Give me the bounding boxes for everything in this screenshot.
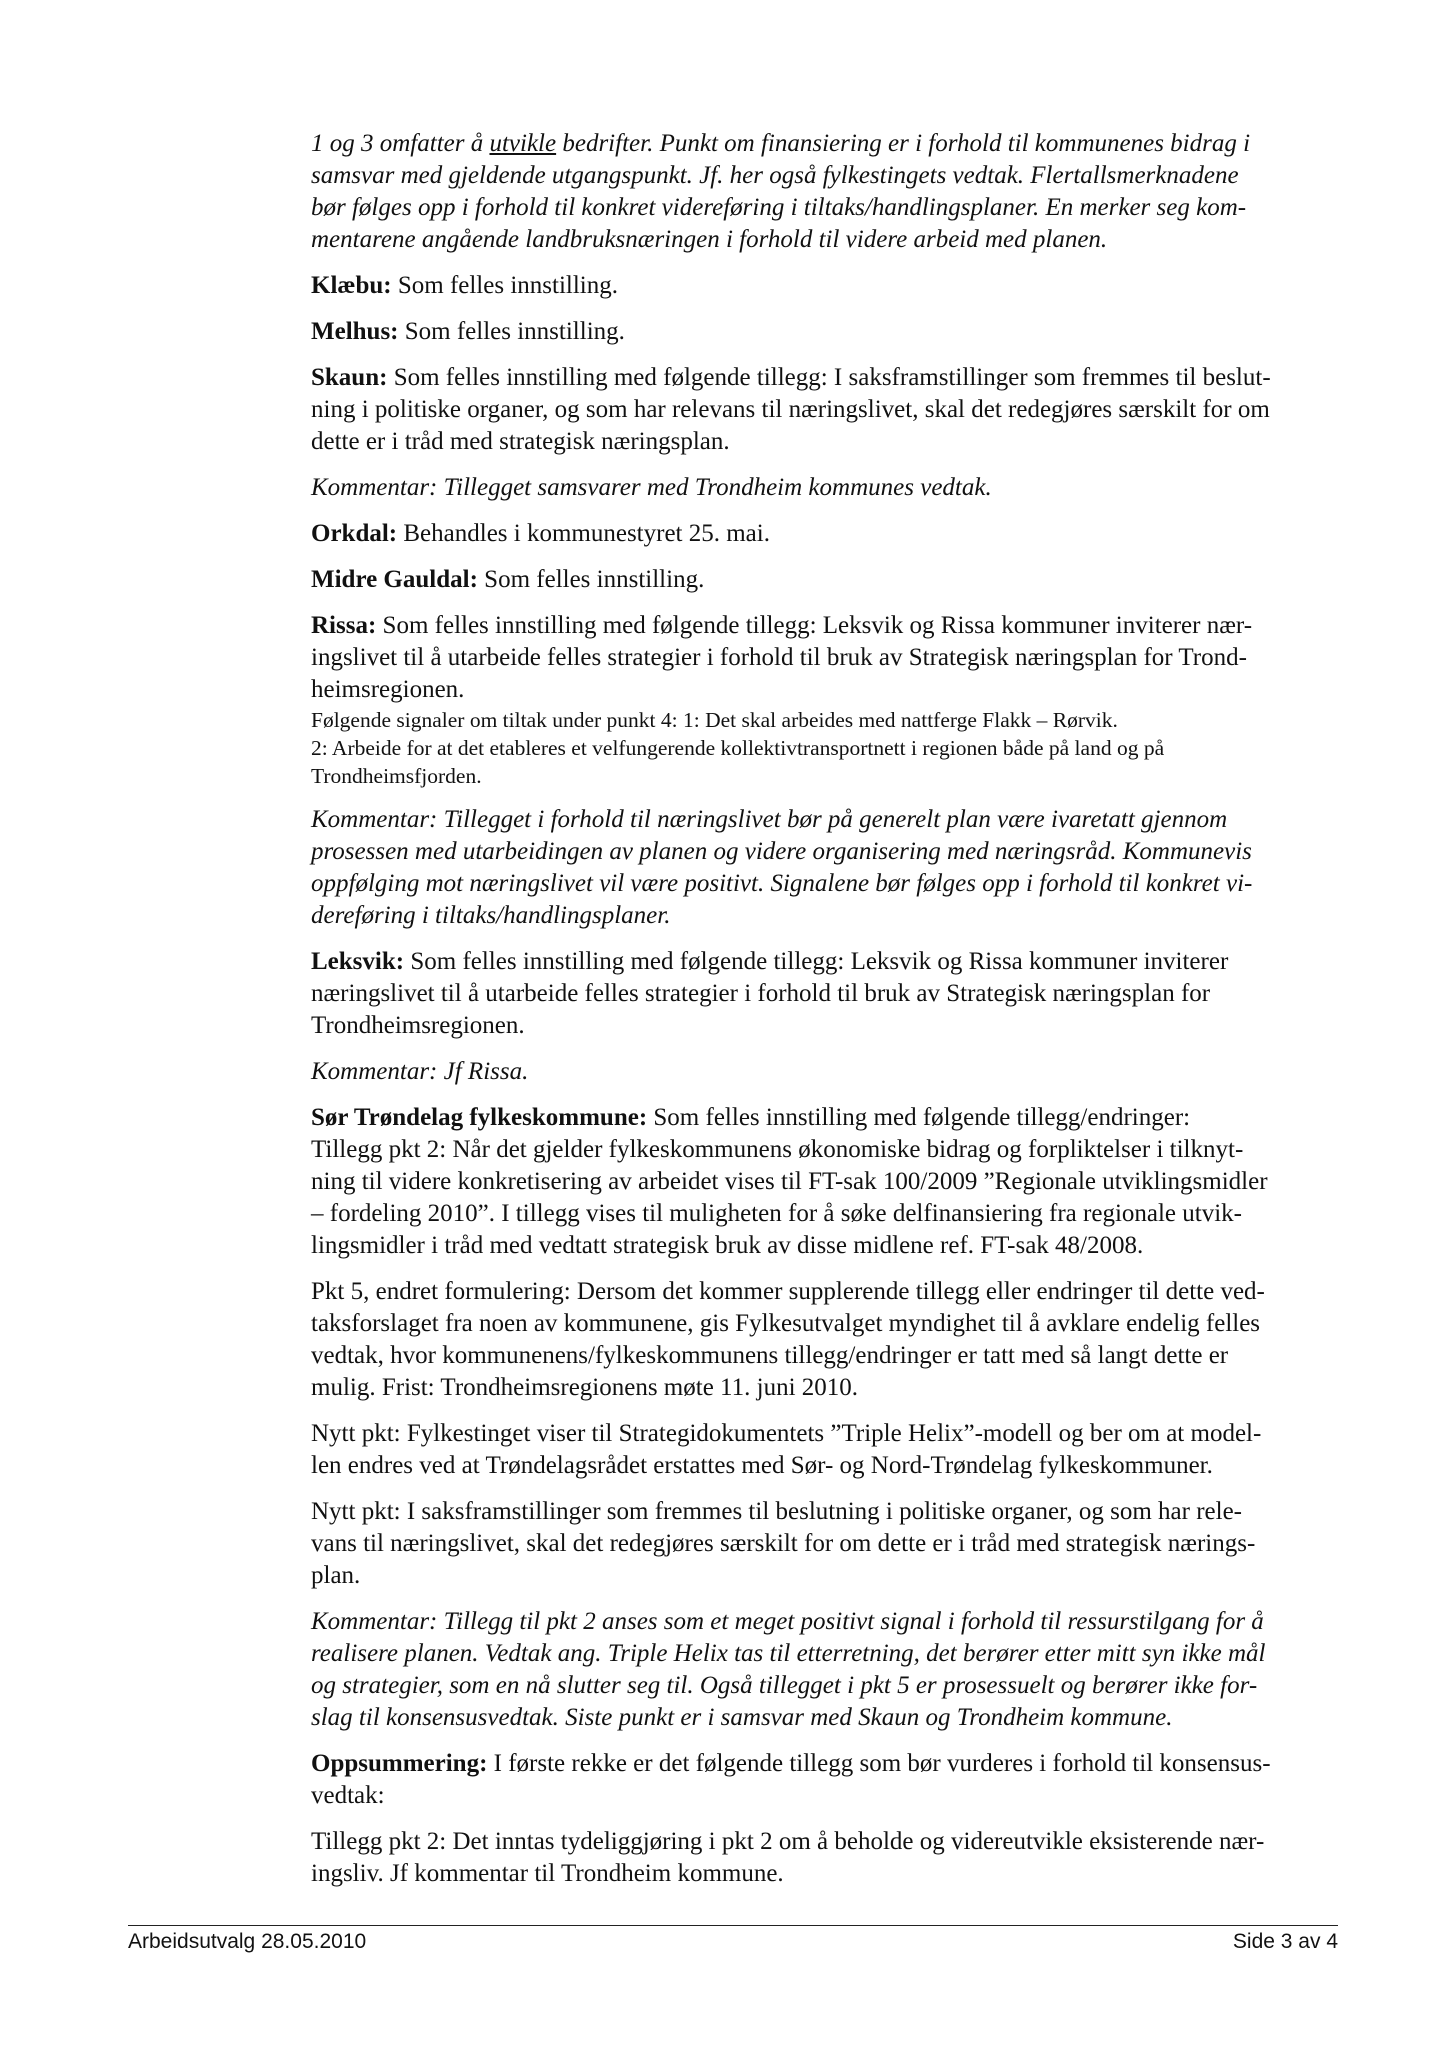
orkdal-paragraph: Orkdal: Behandles i kommunestyret 25. mai. [311,520,770,547]
footer-page-number: Side 3 av 4 [1232,1930,1338,1953]
document-body [311,128,1331,1890]
footer-meeting-date: Arbeidsutvalg 28.05.2010 [128,1930,367,1953]
klaebu-paragraph: Klæbu: Som felles innstilling. [311,272,618,299]
fylkeskommune-paragraph: Sør Trøndelag fylkeskommune: Som felles innstilling med følgende tillegg/endringer: Tillegg pkt 2: Når det gjelder fylkeskommunens økonomiske bidrag og forpliktelser i tilknyt- ning til videre konkretisering av arbeidet vises til FT-sak 100/2009 ”Regionale utviklingsmidler – fordeling 2010”. I tillegg vises til muligheten for å søke delfinansiering fra regionale utvik- lingsmidler i tråd med vedtatt strategisk bruk av disse midlene ref. FT-sak 48/2008. [311,1104,1268,1259]
skaun-paragraph: Skaun: Som felles innstilling med følgende tillegg: I saksframstillinger som fremmes til beslut- ning i politiske organer, og som har relevans til næringslivet, skal det redegjøres særskilt for om dette er i tråd med strategisk næringsplan. [311,364,1271,455]
page-footer [128,1925,1338,1955]
leksvik-paragraph: Leksvik: Som felles innstilling med følgende tillegg: Leksvik og Rissa kommuner inviterer næringslivet til å utarbeide felles strategier i forhold til bruk av Strategisk næringsplan for Trondheimsregionen. [311,948,1229,1039]
nytt-pkt-saksframstillinger: Nytt pkt: I saksframstillinger som fremmes til beslutning i politiske organer, og som har rele- vans til næringslivet, skal det redegjøres særskilt for om dette er i tråd med strategisk nærings- plan. [311,1498,1256,1589]
leksvik-comment: Kommentar: Jf Rissa. [311,1058,529,1085]
nytt-pkt-triple-helix: Nytt pkt: Fylkestinget viser til Strategidokumentets ”Triple Helix”-modell og ber om at model- len endres ved at Trøndelagsrådet erstattes med Sør- og Nord-Trøndelag fylkeskommuner. [311,1420,1262,1479]
oppsummering-paragraph: Oppsummering: I første rekke er det følgende tillegg som bør vurderes i forhold til konsensus- vedtak: [311,1750,1271,1809]
melhus-paragraph: Melhus: Som felles innstilling. [311,318,625,345]
skaun-comment: Kommentar: Tillegget samsvarer med Trondheim kommunes vedtak. [311,474,992,501]
fylkeskommune-comment: Kommentar: Tillegg til pkt 2 anses som et meget positivt signal i forhold til ressurstilgang for å realisere planen. Vedtak ang. Triple Helix tas til etterretning, det berører etter mitt syn ikke mål og strategier, som en nå slutter seg til. Også tillegget i pkt 5 er prosessuelt og berører ikke for- slag til konsensusvedtak. Siste punkt er i samsvar med Skaun og Trondheim kommune. [311,1608,1266,1731]
midre-gauldal-paragraph: Midre Gauldal: Som felles innstilling. [311,566,705,593]
intro-comment: 1 og 3 omfatter å utvikle bedrifter. Punkt om finansiering er i forhold til kommunenes bidrag i samsvar med gjeldende utgangspunkt. Jf. her også fylkestingets vedtak. Flertallsmerknadene bør følges opp i forhold til konkret videreføring i tiltaks/handlingsplaner. En merker seg kom- mentarene angående landbruksnæringen i forhold til videre arbeid med planen. [311,130,1251,253]
rissa-paragraph: Rissa: Som felles innstilling med følgende tillegg: Leksvik og Rissa kommuner inviterer nær- ingslivet til å utarbeide felles strategier i forhold til bruk av Strategisk næringsplan for Trond- heimsregionen. Følgende signaler om tiltak under punkt 4: 1: Det skal arbeides med nattferge Flakk – Rørvik. 2: Arbeide for at det etableres et velfungerende kollektivtransportnett i regionen både på land og på Trondheimsfjorden. [311,610,1331,790]
tillegg-pkt2-paragraph: Tillegg pkt 2: Det inntas tydeliggjøring i pkt 2 om å beholde og videreutvikle eksisterende nær- ingsliv. Jf kommentar til Trondheim kommune. [311,1828,1265,1887]
rissa-signals: Følgende signaler om tiltak under punkt 4: 1: Det skal arbeides med nattferge Flakk – Rørvik. 2: Arbeide for at det etableres et velfungerende kollektivtransportnett i regionen både på land og på Trondheimsfjorden. [311,708,1165,788]
pkt5-paragraph: Pkt 5, endret formulering: Dersom det kommer supplerende tillegg eller endringer til dette ved- taksforslaget fra noen av kommunene, gis Fylkesutvalget myndighet til å avklare endelig felles vedtak, hvor kommunenens/fylkeskommunens tillegg/endringer er tatt med så langt dette er mulig. Frist: Trondheimsregionens møte 11. juni 2010. [311,1278,1265,1401]
rissa-comment: Kommentar: Tillegget i forhold til næringslivet bør på generelt plan være ivaretatt gjennom prosessen med utarbeidingen av planen og videre organisering med næringsråd. Kommunevis oppfølging mot næringslivet vil være positivt. Signalene bør følges opp i forhold til konkret vi- dereføring i tiltaks/handlingsplaner. [311,806,1253,929]
